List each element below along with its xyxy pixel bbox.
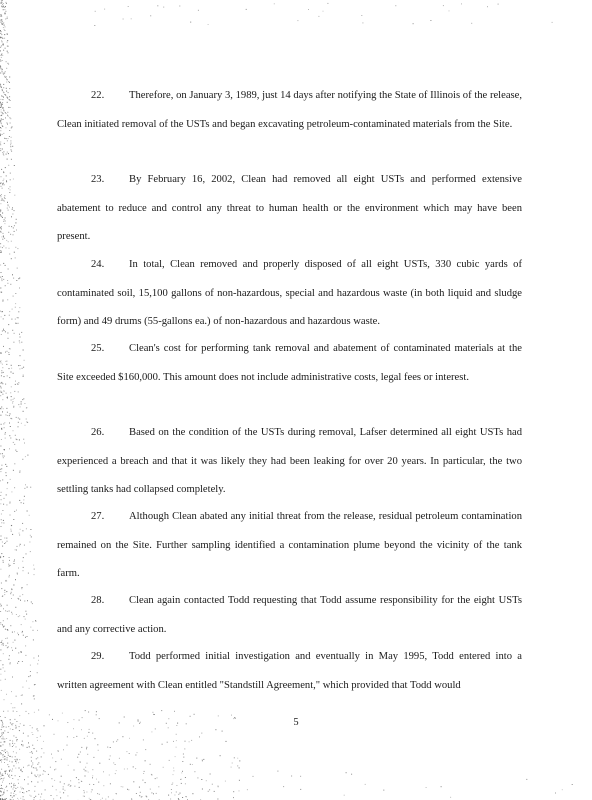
paragraph-26 bbox=[57, 419, 522, 505]
paragraph-number: 29. bbox=[91, 651, 105, 662]
paragraph-number: 25. bbox=[91, 343, 105, 354]
paragraph-text: Clean's cost for performing tank removal and abatement of contaminated materials at the Site exceeded $160,000. This amount does not include administrative costs, legal fees or interest. bbox=[57, 343, 522, 383]
paragraph-number: 28. bbox=[91, 595, 105, 606]
paragraph-25 bbox=[57, 335, 522, 392]
paragraph-29 bbox=[57, 643, 522, 700]
paragraph-number: 26. bbox=[91, 427, 105, 438]
paragraph-text: Todd performed initial investigation and eventually in May 1995, Todd entered into a written agreement with Clean entitled "Standstill Agreement," which provided that Todd would bbox=[57, 651, 522, 691]
paragraph-text: Based on the condition of the USTs during removal, Lafser determined all eight USTs had experienced a breach and that it was likely they had been leaking for over 20 years. In particular, the two settling tanks had collapsed completely. bbox=[57, 427, 522, 495]
paragraph-text: Clean again contacted Todd requesting that Todd assume responsibility for the eight USTs and any corrective action. bbox=[57, 595, 522, 635]
paragraph-number: 24. bbox=[91, 259, 105, 270]
paragraph-text: Therefore, on January 3, 1989, just 14 days after notifying the State of Illinois of the release, Clean initiated removal of the USTs and began excavating petroleum-contaminated materials from the Site. bbox=[57, 90, 522, 130]
paragraph-text: In total, Clean removed and properly disposed of all eight USTs, 330 cubic yards of contaminated soil, 15,100 gallons of non-hazardous, special and hazardous waste (in both liquid and sludge form) and 49 drums (55-gallons ea.) of non-hazardous and hazardous waste. bbox=[57, 259, 522, 327]
paragraph-27 bbox=[57, 503, 522, 589]
paragraph-text: By February 16, 2002, Clean had removed all eight USTs and performed extensive abatement to reduce and control any threat to human health or the environment which may have been present. bbox=[57, 174, 522, 242]
paragraph-22 bbox=[57, 82, 522, 139]
paragraph-23 bbox=[57, 166, 522, 252]
paragraph-24 bbox=[57, 251, 522, 337]
paragraph-28 bbox=[57, 587, 522, 644]
page-number: 5 bbox=[293, 717, 299, 728]
paragraph-number: 23. bbox=[91, 174, 105, 185]
paragraph-text: Although Clean abated any initial threat from the release, residual petroleum contamination remained on the Site. Further sampling identified a contamination plume beyond the vicinity of the tank farm. bbox=[57, 511, 522, 579]
paragraph-number: 27. bbox=[91, 511, 105, 522]
paragraph-number: 22. bbox=[91, 90, 105, 101]
